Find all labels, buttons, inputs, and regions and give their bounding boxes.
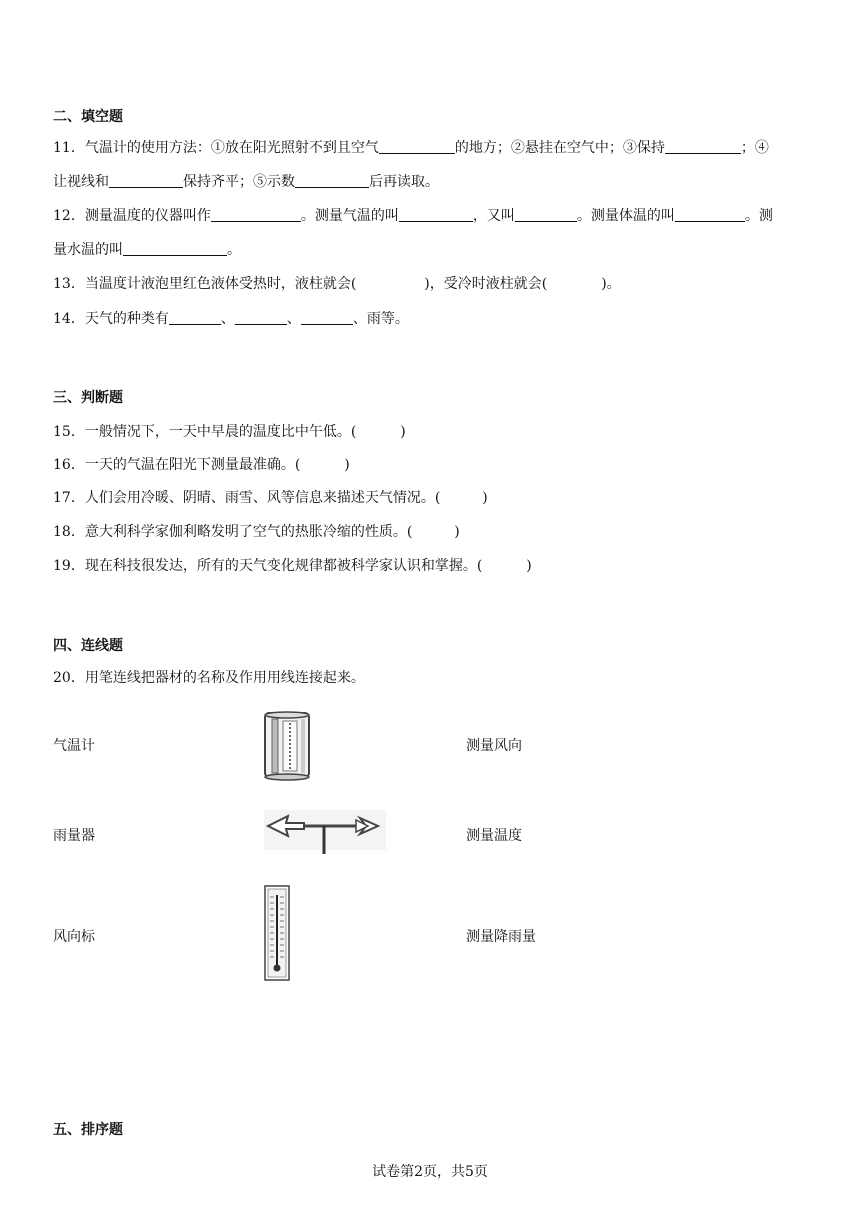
q12-text-2: 。测量气温的叫 [300, 208, 399, 224]
q12-text-4: 。测量体温的叫 [576, 208, 675, 224]
q14-blank-2[interactable] [235, 310, 287, 325]
q11-text-4: 让视线和 [53, 174, 109, 190]
question-19 [53, 556, 532, 576]
q12-text-3: ，又叫 [472, 208, 515, 224]
q12-blank-5[interactable] [123, 241, 227, 256]
q15-close: ) [400, 424, 406, 440]
question-11-line-2 [53, 172, 439, 192]
q15-text: 15．一般情况下，一天中早晨的温度比中午低。( [53, 424, 357, 440]
question-12-line-1 [53, 206, 773, 226]
q14-sep-2: 、 [286, 311, 301, 327]
question-13 [53, 274, 621, 294]
q12-text-5: 。测 [744, 208, 773, 224]
section-title-judge: 三、判断题 [53, 390, 123, 406]
q12-text-1: 12．测量温度的仪器叫作 [53, 208, 211, 224]
question-18 [53, 522, 460, 542]
question-20-prompt: 20．用笔连线把器材的名称及作用用线连接起来。 [53, 670, 365, 686]
q16-close: ) [344, 457, 350, 473]
match-right-wind-direction[interactable]: 测量风向 [466, 738, 522, 754]
q14-text-2: 、雨等。 [352, 311, 409, 327]
rain-gauge-icon[interactable] [263, 711, 313, 781]
q11-text-1: 11．气温计的使用方法：①放在阳光照射不到且空气 [53, 140, 379, 156]
wind-vane-icon[interactable] [264, 806, 386, 858]
q12-blank-4[interactable] [675, 207, 745, 222]
q14-sep-1: 、 [220, 311, 235, 327]
page-footer: 试卷第2页，共5页 [372, 1164, 488, 1180]
q14-blank-3[interactable] [301, 310, 353, 325]
question-12-line-2 [53, 240, 241, 260]
q11-text-2: 的地方；②悬挂在空气中；③保持 [454, 140, 665, 156]
q11-text-6: 后再读取。 [369, 174, 439, 190]
section-title-order: 五、排序题 [53, 1122, 123, 1138]
section-title-match: 四、连线题 [53, 638, 123, 654]
question-11-line-1 [53, 138, 769, 158]
match-left-thermometer[interactable]: 气温计 [53, 738, 95, 754]
q16-text: 16．一天的气温在阳光下测量最准确。( [53, 457, 301, 473]
q11-blank-2[interactable] [665, 139, 741, 154]
q11-blank-3[interactable] [109, 173, 183, 188]
q18-close: ) [454, 524, 460, 540]
q19-text: 19．现在科技很发达，所有的天气变化规律都被科学家认识和掌握。( [53, 558, 483, 574]
q13-text-2: )，受冷时液柱就会( [424, 276, 548, 292]
question-15 [53, 422, 406, 442]
q12-blank-3[interactable] [515, 207, 577, 222]
q11-blank-1[interactable] [379, 139, 455, 154]
match-left-rain-gauge[interactable]: 雨量器 [53, 828, 95, 844]
question-14 [53, 309, 409, 329]
question-16 [53, 455, 350, 475]
q11-text-3: ；④ [740, 140, 769, 156]
match-right-rainfall[interactable]: 测量降雨量 [466, 929, 536, 945]
q14-text-1: 14．天气的种类有 [53, 311, 169, 327]
q13-text-3: )。 [601, 276, 621, 292]
q17-text: 17．人们会用冷暖、阴晴、雨雪、风等信息来描述天气情况。( [53, 490, 441, 506]
q18-text: 18．意大利科学家伽利略发明了空气的热胀冷缩的性质。( [53, 524, 413, 540]
q12-text-7: 。 [227, 242, 241, 258]
q12-blank-1[interactable] [211, 207, 301, 222]
q17-close: ) [482, 490, 488, 506]
match-left-wind-vane[interactable]: 风向标 [53, 929, 95, 945]
q11-blank-4[interactable] [295, 173, 369, 188]
section-title-fill: 二、填空题 [53, 109, 123, 125]
q12-text-6: 量水温的叫 [53, 242, 123, 258]
q14-blank-1[interactable] [169, 310, 221, 325]
q13-text-1: 13．当温度计液泡里红色液体受热时，液柱就会( [53, 276, 357, 292]
q11-text-5: 保持齐平；⑤示数 [183, 174, 295, 190]
question-17 [53, 488, 488, 508]
thermometer-icon[interactable] [264, 885, 290, 981]
q19-close: ) [526, 558, 532, 574]
q12-blank-2[interactable] [399, 207, 473, 222]
match-right-temperature[interactable]: 测量温度 [466, 828, 522, 844]
